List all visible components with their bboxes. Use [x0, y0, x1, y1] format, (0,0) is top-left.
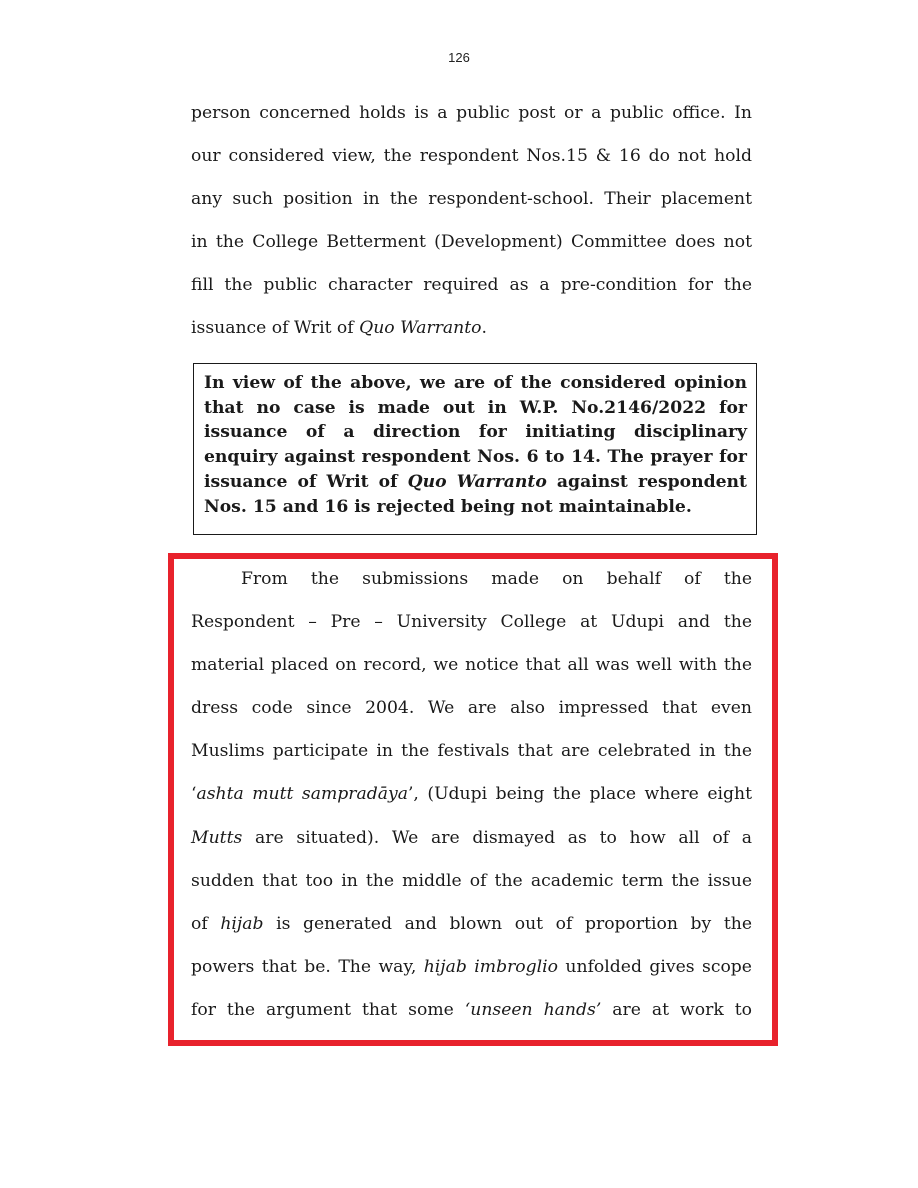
text-line: person concerned holds is a public post or a public office. In — [191, 103, 752, 123]
italic-term: hijab — [220, 913, 264, 934]
text-line — [191, 989, 752, 1032]
text-line: Respondent – Pre – University College at Udupi and the — [191, 612, 752, 633]
holding-box — [193, 363, 757, 535]
text-segment: against respondent — [546, 471, 747, 492]
italic-term: ‘unseen hands’ — [464, 999, 602, 1020]
text-segment: is generated and blown out of proportion by the — [263, 913, 752, 934]
text-line: material placed on record, we notice that all was well with the — [191, 655, 752, 676]
text-line — [191, 773, 752, 816]
paragraph-quo-warranto — [191, 92, 752, 351]
text-line: our considered view, the respondent Nos.15 & 16 do not hold — [191, 146, 752, 167]
text-line: sudden that too in the middle of the academic term the issue — [191, 870, 752, 891]
text-segment: issuance of Writ of — [204, 471, 408, 492]
text-line: From the submissions made on behalf of the — [241, 569, 752, 589]
text-line: dress code since 2004. We are also impressed that even — [191, 698, 752, 719]
text-segment: are situated). We are dismayed as to how all of a — [242, 827, 752, 848]
text-segment: . — [481, 318, 487, 339]
text-line — [191, 307, 752, 350]
holding-text — [204, 371, 747, 519]
text-line: Muslims participate in the festivals that are celebrated in the — [191, 741, 752, 762]
paragraph-udupi-college — [191, 558, 752, 1032]
text-segment: ‘ — [191, 784, 197, 805]
text-segment: ’, (Udupi being the place where eight — [407, 784, 752, 805]
text-line: fill the public character required as a pre-condition for the — [191, 275, 752, 296]
text-segment: issuance of Writ of — [191, 318, 360, 339]
italic-term: Quo Warranto — [407, 471, 547, 492]
italic-term: Mutts — [191, 827, 243, 848]
text-line — [191, 817, 752, 860]
text-segment: of — [191, 913, 221, 934]
holding-line: enquiry against respondent Nos. 6 to 14. The prayer for — [204, 447, 747, 468]
italic-term: Quo Warranto — [359, 318, 482, 339]
text-segment: powers that be. The way, — [191, 956, 424, 977]
holding-line: issuance of a direction for initiating disciplinary — [204, 422, 747, 443]
text-segment: are at work to — [601, 999, 752, 1020]
holding-line: that no case is made out in W.P. No.2146/2022 for — [204, 397, 747, 418]
holding-line: In view of the above, we are of the considered opinion — [204, 373, 747, 393]
holding-line — [204, 470, 747, 495]
text-line — [191, 946, 752, 989]
italic-term: hijab imbroglio — [423, 956, 558, 977]
italic-term: ashta mutt sampradāya — [196, 784, 408, 805]
holding-line: Nos. 15 and 16 is rejected being not maintainable. — [204, 496, 692, 517]
text-line — [191, 903, 752, 946]
text-line: any such position in the respondent-school. Their placement — [191, 189, 752, 210]
page-number: 126 — [448, 50, 470, 65]
text-line: in the College Betterment (Development) Committee does not — [191, 232, 752, 253]
text-segment: for the argument that some — [191, 999, 465, 1020]
text-segment: unfolded gives scope — [558, 956, 752, 977]
